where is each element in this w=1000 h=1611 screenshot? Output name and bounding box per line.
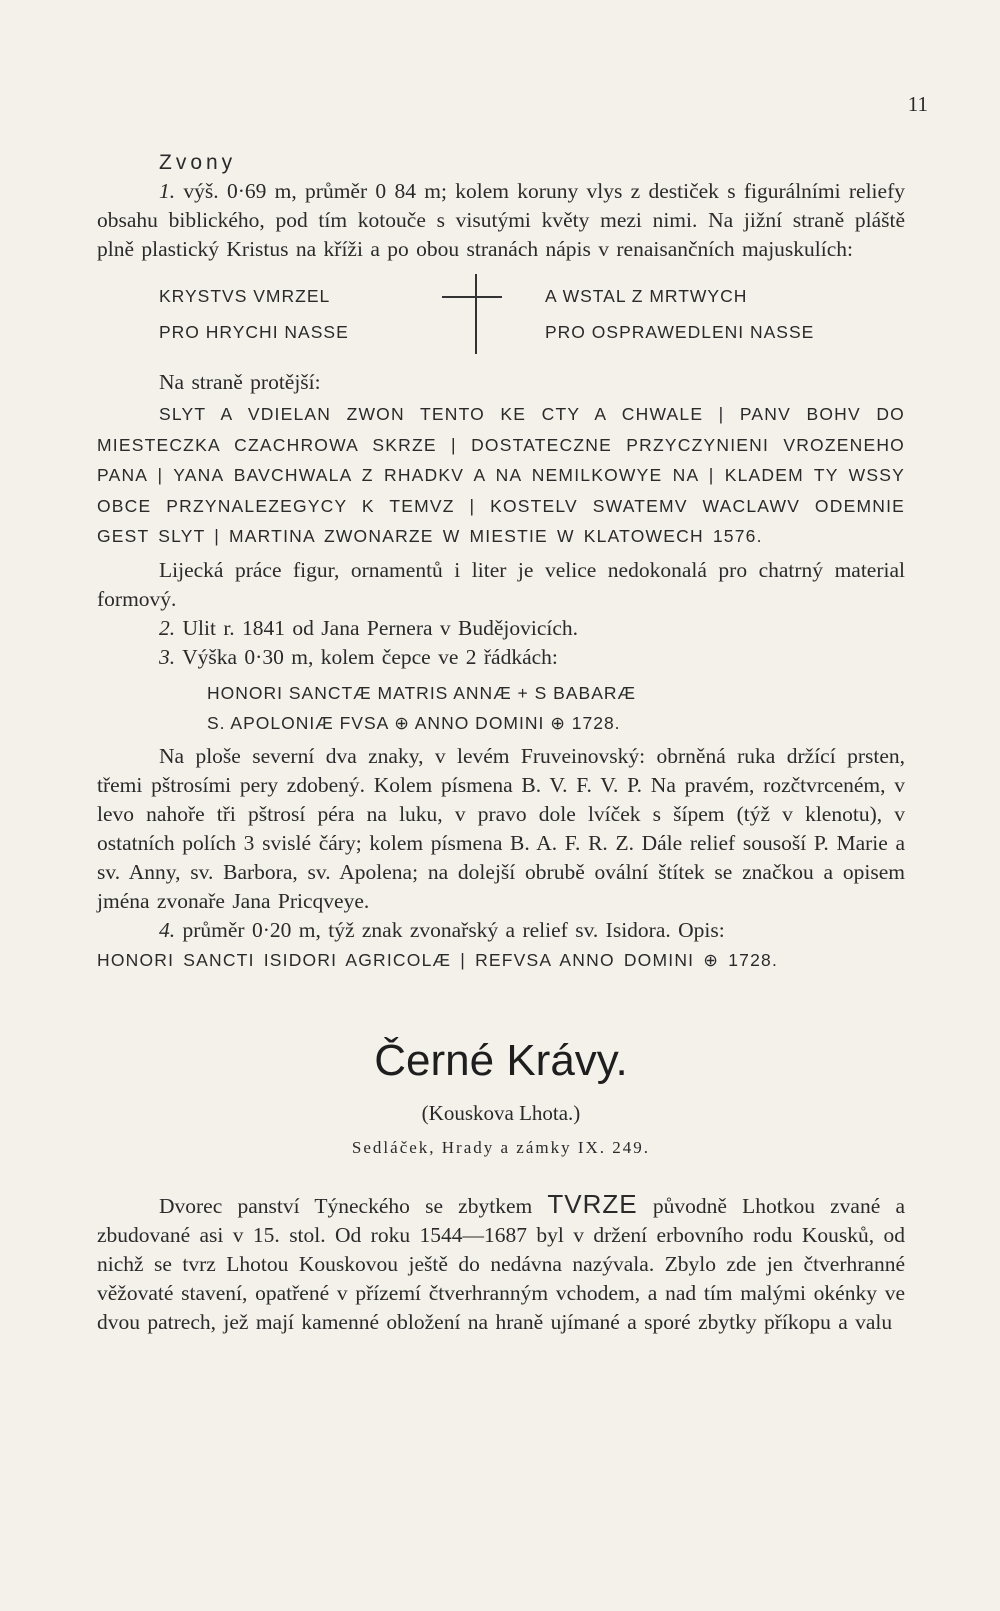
lead-text-after: původně Lhotkou zvané a zbudované asi v 15. stol. Od roku 1544—1687 byl v držení erbovního rodu Kousků, od nichž se tvrz Lhotou Kouskovou ještě do nedávna nazývala. Zbylo zde jen čtverhranné věžovaté stavení, opatřené v přízemí čtverhranným vchodem, a nad tím malými okénky ve dvou patrech, jež mají kamenné obložení na hraně ujímané a sporé zbytky příkopu a valu bbox=[97, 1194, 906, 1334]
bell-4-inscription: HONORI SANCTI ISIDORI AGRICOLÆ | REFVSA ANNO DOMINI ⊕ 1728. bbox=[97, 949, 779, 970]
inscription-right-line-1: A WSTAL Z MRTWYCH bbox=[545, 286, 748, 306]
page-number: 11 bbox=[907, 92, 928, 116]
bell-1-number: 1. bbox=[159, 179, 176, 203]
bell-3-inscription bbox=[207, 678, 905, 738]
casting-paragraph: Lijecká práce figur, ornamentů i liter je velice nedokonalá pro chatrný material formový. bbox=[97, 557, 905, 611]
bell-1-text: výš. 0·69 m, průměr 0 84 m; kolem koruny vlys z destiček s figurálními reliefy obsahu biblického, pod tím kotouče s visutými květy mezi nimi. Na jižní straně pláště plně plastický Kristus na kříži a po obou stranách nápis v renaisančních majuskulích: bbox=[97, 179, 905, 261]
chapter-subtitle: (Kouskova Lhota.) bbox=[421, 1101, 581, 1125]
bell-3-inscription-line-1: HONORI SANCTÆ MATRIS ANNÆ + S BABARÆ bbox=[207, 682, 636, 703]
bell-2-paragraph bbox=[97, 614, 905, 643]
page-content bbox=[97, 148, 905, 1337]
inscription-left-line-1: KRYSTVS VMRZEL bbox=[159, 286, 331, 306]
bell-4-number: 4. bbox=[159, 917, 176, 942]
lead-keyword: TVRZE bbox=[547, 1189, 638, 1219]
cross-icon-vertical bbox=[475, 274, 477, 354]
north-side-paragraph: Na ploše severní dva znaky, v levém Fruveinovský: obrněná ruka držící prsten, třemi pštrosími pery zdobený. Kolem písmena B. V. F. V. P. Na pravém, rozčtvrceném, v levo nahoře tři pštrosí péra na luku, v pravo dole lvíček s šípem (týž v klenotu), v ostatních polích 3 svislé čáry; kolem písmena B. A. F. R. Z. Dále relief sousoší P. Marie a sv. Anny, sv. Barbora, sv. Apolena; na dolejší obrubě ovální štítek se značkou a opisem jména zvonaře Jana Pricqveye. bbox=[97, 743, 905, 913]
bell-3-number: 3. bbox=[159, 644, 176, 669]
chapter-title: Černé Krávy. bbox=[374, 1036, 628, 1085]
long-inscription: SLYT A VDIELAN ZWON TENTO KE CTY A CHWALE | PANV BOHV DO MIESTECZKA CZACHROWA SKRZE | DOSTATECZNE PRZYCZYNIENI VROZENEHO PANA | YANA BAVCHWALA Z RHADKV A NA NEMILKOWYE NA | KLADEM TY WSSY OBCE PRZYNALEZEGYCY K TEMVZ | KOSTELV SWATEMV WACLAWV ODEMNIE GEST SLYT | MARTINA ZWONARZE W MIESTIE W KLATOWECH 1576. bbox=[97, 404, 905, 546]
bell-2-text: Ulit r. 1841 od Jana Pernera v Budějovicích. bbox=[182, 615, 579, 640]
lead-paragraph bbox=[97, 1190, 905, 1337]
inscription-left-line-2: PRO HRYCHI NASSE bbox=[159, 322, 349, 342]
inscription-right-line-2: PRO OSPRAWEDLENI NASSE bbox=[545, 322, 815, 342]
crucifix-inscription bbox=[97, 278, 905, 362]
bell-3-paragraph bbox=[97, 643, 905, 672]
cross-icon-horizontal bbox=[442, 296, 502, 298]
section-heading: Zvony bbox=[159, 151, 237, 174]
bell-3-inscription-line-2: S. APOLONIÆ FVSA ⊕ ANNO DOMINI ⊕ 1728. bbox=[207, 712, 621, 733]
bell-4-text: průměr 0·20 m, týž znak zvonařský a relief sv. Isidora. Opis: bbox=[182, 917, 725, 942]
chapter-source: Sedláček, Hrady a zámky IX. 249. bbox=[351, 1138, 651, 1157]
opposite-side-label: Na straně protější: bbox=[159, 370, 321, 394]
bell-4-paragraph bbox=[97, 916, 905, 945]
bell-2-number: 2. bbox=[159, 615, 176, 640]
bell-3-text: Výška 0·30 m, kolem čepce ve 2 řádkách: bbox=[182, 644, 558, 669]
lead-text-before: Dvorec panství Týneckého se zbytkem bbox=[159, 1194, 533, 1218]
bell-1-paragraph bbox=[97, 177, 905, 264]
